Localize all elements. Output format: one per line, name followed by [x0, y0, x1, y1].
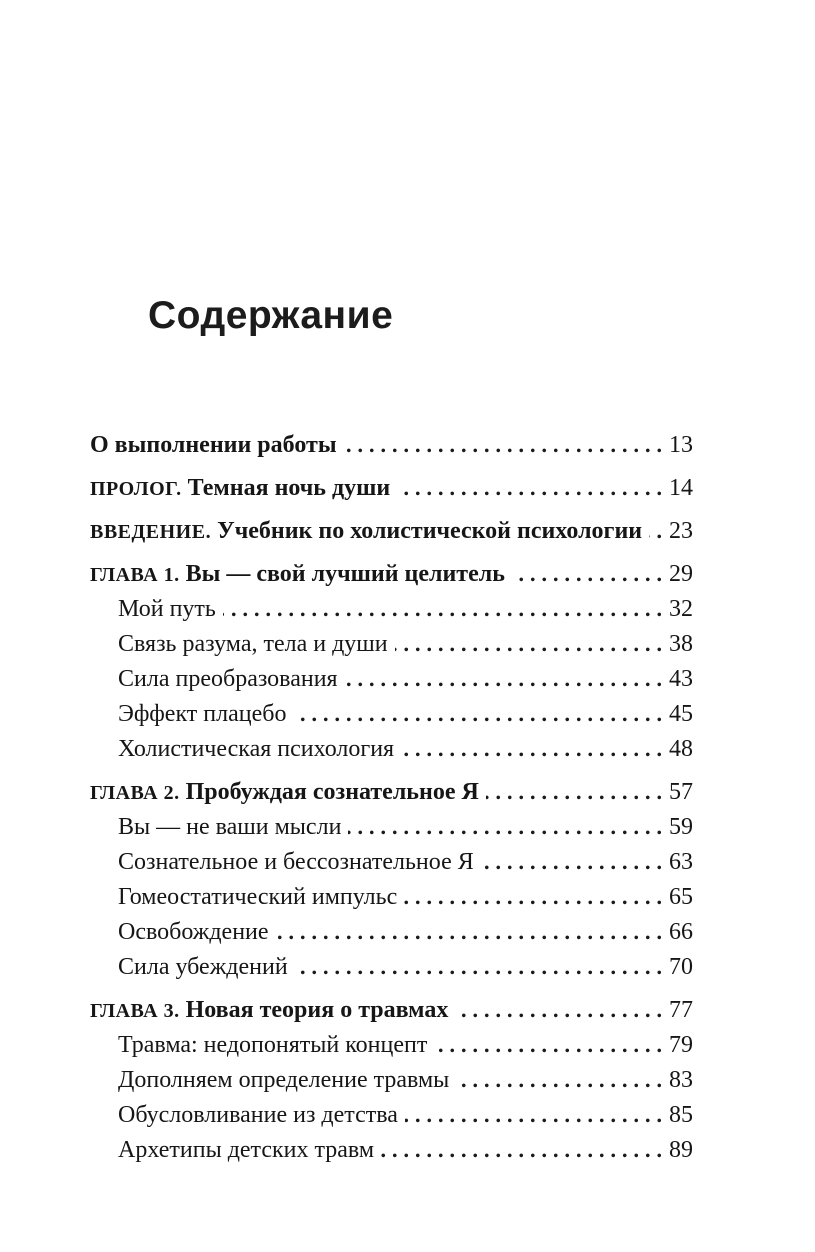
toc-entry-page-number: 48	[664, 732, 693, 767]
dot-leader	[455, 993, 664, 1028]
page-title: Содержание	[148, 294, 394, 337]
dot-leader	[405, 1098, 664, 1133]
toc-entry-title: Травма: недопонятый концепт	[118, 1032, 428, 1058]
toc-entry-text	[90, 993, 455, 1028]
toc-entry-text	[118, 915, 276, 950]
dot-leader	[512, 557, 664, 592]
toc-entry-page-number: 79	[664, 1028, 693, 1063]
toc-entry	[90, 845, 693, 880]
toc-entry-title: Архетипы детских травм	[118, 1137, 375, 1163]
dot-leader	[223, 592, 664, 627]
toc-entry	[90, 428, 693, 463]
toc-entry-page-number: 57	[664, 775, 693, 810]
toc-entry-title: Сила преобразования	[118, 666, 338, 692]
toc-entry-text	[118, 592, 223, 627]
dot-leader	[401, 732, 664, 767]
toc-entry-title: Дополняем определение травмы	[118, 1067, 450, 1093]
toc-entry	[90, 627, 693, 662]
dot-leader	[344, 428, 664, 463]
dot-leader	[381, 1133, 664, 1168]
toc-entry	[90, 662, 693, 697]
toc-entry-title: Освобождение	[118, 919, 269, 945]
dot-leader	[295, 950, 664, 985]
toc-entry-title: Сила убеждений	[118, 954, 288, 980]
toc-entry-page-number: 38	[664, 627, 693, 662]
toc-entry	[90, 1063, 693, 1098]
dot-leader	[481, 845, 664, 880]
dot-leader	[404, 880, 664, 915]
toc-entry-page-number: 77	[664, 993, 693, 1028]
toc-entry-text	[118, 732, 401, 767]
toc-entry-text	[118, 1133, 381, 1168]
dot-leader	[348, 810, 664, 845]
toc-entry-title: Сознательное и бессознательное Я	[118, 849, 474, 875]
toc-entry-text	[118, 662, 345, 697]
toc-entry	[90, 993, 693, 1028]
toc-entry	[90, 557, 693, 592]
toc-entry-text	[118, 810, 348, 845]
toc-entry-page-number: 23	[664, 514, 693, 549]
toc-entry-title: Холистическая психология	[118, 736, 395, 762]
toc-entry-text	[118, 845, 481, 880]
toc-entry	[90, 775, 693, 810]
toc-entry-page-number: 65	[664, 880, 693, 915]
dot-leader	[293, 697, 664, 732]
toc-entry-text	[118, 1063, 456, 1098]
dot-leader	[434, 1028, 664, 1063]
toc-entry-page-number: 63	[664, 845, 693, 880]
toc-entry-page-number: 14	[664, 471, 693, 506]
toc-entry	[90, 697, 693, 732]
toc-entry	[90, 732, 693, 767]
toc-entry-page-number: 66	[664, 915, 693, 950]
toc-entry-text	[90, 428, 344, 463]
dot-leader	[395, 627, 664, 662]
dot-leader	[345, 662, 664, 697]
toc-entry	[90, 514, 693, 549]
toc-entry-text	[118, 950, 295, 985]
toc-entry	[90, 950, 693, 985]
toc-entry-text	[90, 514, 649, 549]
toc-entry	[90, 1133, 693, 1168]
toc-entry-text	[118, 697, 293, 732]
toc-entry	[90, 810, 693, 845]
toc-entry-text	[90, 557, 512, 592]
toc-entry	[90, 880, 693, 915]
toc-entry-prefix: ГЛАВА 1.	[90, 564, 180, 586]
toc-entry-title: Вы — не ваши мысли	[118, 814, 342, 840]
dot-leader	[276, 915, 664, 950]
toc-entry-title: Связь разума, тела и души	[118, 631, 388, 657]
toc-entry-page-number: 59	[664, 810, 693, 845]
toc-entry-page-number: 29	[664, 557, 693, 592]
toc-entry-page-number: 43	[664, 662, 693, 697]
toc-entry-title: Мой путь	[118, 596, 216, 622]
toc-entry	[90, 1028, 693, 1063]
toc-entry-text	[90, 471, 397, 506]
toc-entry-title: Эффект плацебо	[118, 701, 287, 727]
toc-entry-title: Пробуждая сознательное Я	[185, 779, 479, 805]
toc-entry-page-number: 85	[664, 1098, 693, 1133]
toc-entry-title: Темная ночь души	[187, 475, 391, 501]
toc-entry-text	[118, 1028, 434, 1063]
toc-entry-prefix: ГЛАВА 2.	[90, 782, 180, 804]
toc-entry-text	[118, 1098, 405, 1133]
toc-entry-prefix: ВВЕДЕНИЕ.	[90, 521, 212, 543]
toc-entry-page-number: 45	[664, 697, 693, 732]
toc-entry-page-number: 70	[664, 950, 693, 985]
toc-entry-prefix: ГЛАВА 3.	[90, 1000, 180, 1022]
toc-entry-text	[90, 775, 486, 810]
toc-entry-title: Гомеостатический импульс	[118, 884, 398, 910]
toc-entry-title: О выполнении работы	[90, 432, 337, 458]
toc-entry-page-number: 32	[664, 592, 693, 627]
toc-entry-title: Обусловливание из детства	[118, 1102, 398, 1128]
toc-entry	[90, 915, 693, 950]
dot-leader	[486, 775, 664, 810]
toc-entry-page-number: 13	[664, 428, 693, 463]
toc-entry	[90, 592, 693, 627]
dot-leader	[649, 514, 664, 549]
toc-entry-title: Учебник по холистической психологии	[217, 518, 643, 544]
toc-entry-title: Вы — свой лучший целитель	[185, 561, 505, 587]
table-of-contents	[90, 428, 693, 1168]
toc-entry-text	[118, 880, 404, 915]
toc-entry	[90, 471, 693, 506]
toc-entry-page-number: 83	[664, 1063, 693, 1098]
toc-entry-page-number: 89	[664, 1133, 693, 1168]
dot-leader	[456, 1063, 664, 1098]
toc-entry-title: Новая теория о травмах	[185, 997, 449, 1023]
toc-entry-prefix: ПРОЛОГ.	[90, 478, 182, 500]
toc-entry-text	[118, 627, 395, 662]
dot-leader	[397, 471, 664, 506]
toc-entry	[90, 1098, 693, 1133]
